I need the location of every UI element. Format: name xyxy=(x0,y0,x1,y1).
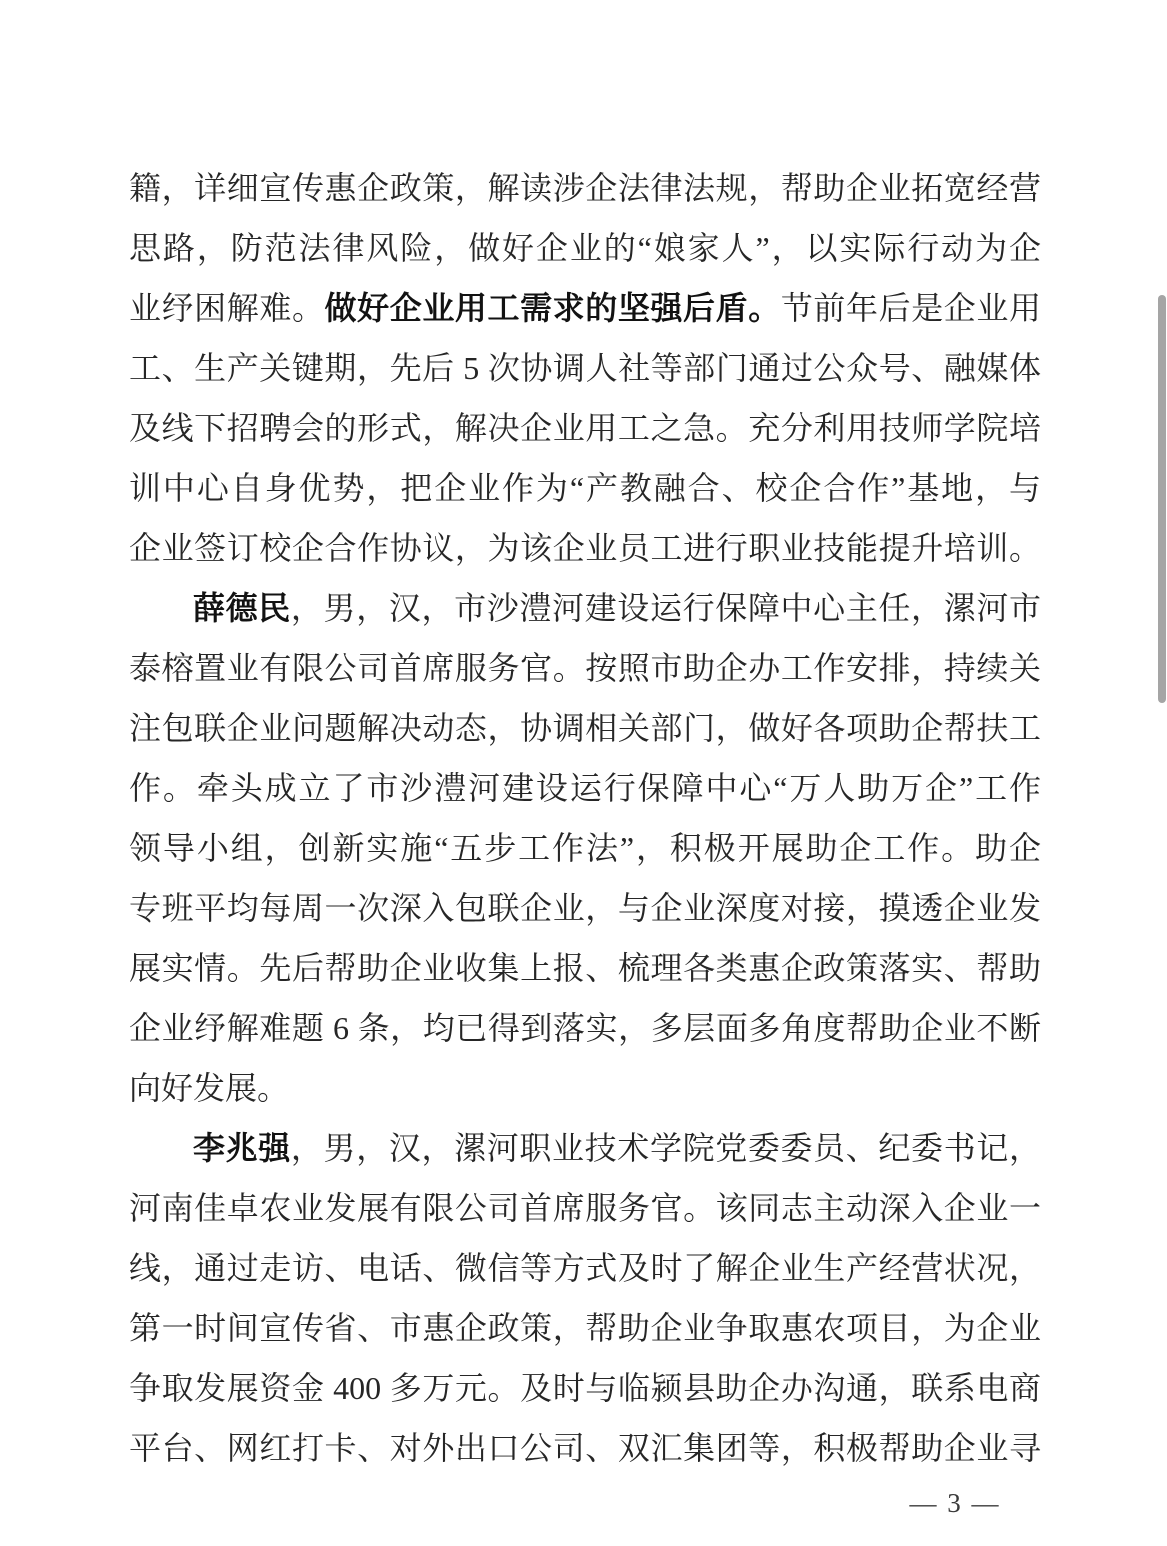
document-page xyxy=(129,158,1041,1478)
text-line xyxy=(129,878,1041,938)
text-line xyxy=(129,698,1041,758)
text-line xyxy=(129,578,1041,638)
text-line xyxy=(129,998,1041,1058)
text-run: ，男，汉，漯河职业技术学院党委委员、纪委书记， xyxy=(290,1130,1041,1166)
text-run: 线，通过走访、电话、微信等方式及时了解企业生产经营状况， xyxy=(129,1250,1041,1286)
text-line xyxy=(129,458,1041,518)
bold-sentence: 做好企业用工需求的坚强后盾。 xyxy=(324,290,781,326)
text-line xyxy=(129,1358,1041,1418)
text-run: 及线下招聘会的形式，解决企业用工之急。充分利用技师学院培 xyxy=(129,410,1041,446)
text-line xyxy=(129,1118,1041,1178)
text-line xyxy=(129,1418,1041,1478)
text-line xyxy=(129,218,1041,278)
page-number: — 3 — xyxy=(909,1488,1001,1518)
text-run: 平台、网红打卡、对外出口公司、双汇集团等，积极帮助企业寻 xyxy=(129,1430,1041,1466)
text-run: 企业纾解难题 6 条，均已得到落实，多层面多角度帮助企业不断 xyxy=(129,1010,1041,1046)
text-line xyxy=(129,758,1041,818)
text-line xyxy=(129,278,1041,338)
text-line xyxy=(129,818,1041,878)
text-run: ，男，汉，市沙澧河建设运行保障中心主任，漯河市 xyxy=(290,590,1041,626)
text-run: 第一时间宣传省、市惠企政策，帮助企业争取惠农项目，为企业 xyxy=(129,1310,1041,1346)
scrollbar-thumb[interactable] xyxy=(1158,295,1166,703)
text-line xyxy=(129,158,1041,218)
text-run: 领导小组，创新实施“五步工作法”，积极开展助企工作。助企 xyxy=(129,830,1041,866)
text-run: 向好发展。 xyxy=(129,1070,290,1106)
text-run: 思路，防范法律风险，做好企业的“娘家人”，以实际行动为企 xyxy=(129,230,1041,266)
text-line xyxy=(129,1238,1041,1298)
text-line xyxy=(129,338,1041,398)
text-line xyxy=(129,1178,1041,1238)
text-run: 专班平均每周一次深入包联企业，与企业深度对接，摸透企业发 xyxy=(129,890,1041,926)
text-line xyxy=(129,938,1041,998)
text-run: 训中心自身优势，把企业作为“产教融合、校企合作”基地，与 xyxy=(129,470,1041,506)
person-name: 薛德民 xyxy=(193,590,291,626)
text-run: 河南佳卓农业发展有限公司首席服务官。该同志主动深入企业一 xyxy=(129,1190,1041,1226)
text-run: 籍，详细宣传惠企政策，解读涉企法律法规，帮助企业拓宽经营 xyxy=(129,170,1041,206)
text-line xyxy=(129,1058,1041,1118)
text-run: 展实情。先后帮助企业收集上报、梳理各类惠企政策落实、帮助 xyxy=(129,950,1041,986)
text-run: 注包联企业问题解决动态，协调相关部门，做好各项助企帮扶工 xyxy=(129,710,1041,746)
text-run: 企业签订校企合作协议，为该企业员工进行职业技能提升培训。 xyxy=(129,530,1041,566)
text-run: 作。牵头成立了市沙澧河建设运行保障中心“万人助万企”工作 xyxy=(129,770,1041,806)
text-line xyxy=(129,398,1041,458)
text-run: 节前年后是企业用 xyxy=(780,290,1041,326)
text-run: 工、生产关键期，先后 5 次协调人社等部门通过公众号、融媒体 xyxy=(129,350,1041,386)
text-line xyxy=(129,518,1041,578)
text-run: 业纾困解难。 xyxy=(129,290,325,326)
text-line xyxy=(129,638,1041,698)
text-run: 泰榕置业有限公司首席服务官。按照市助企办工作安排，持续关 xyxy=(129,650,1041,686)
person-name: 李兆强 xyxy=(193,1130,291,1166)
text-run: 争取发展资金 400 多万元。及时与临颍县助企办沟通，联系电商 xyxy=(129,1370,1041,1406)
text-line xyxy=(129,1298,1041,1358)
